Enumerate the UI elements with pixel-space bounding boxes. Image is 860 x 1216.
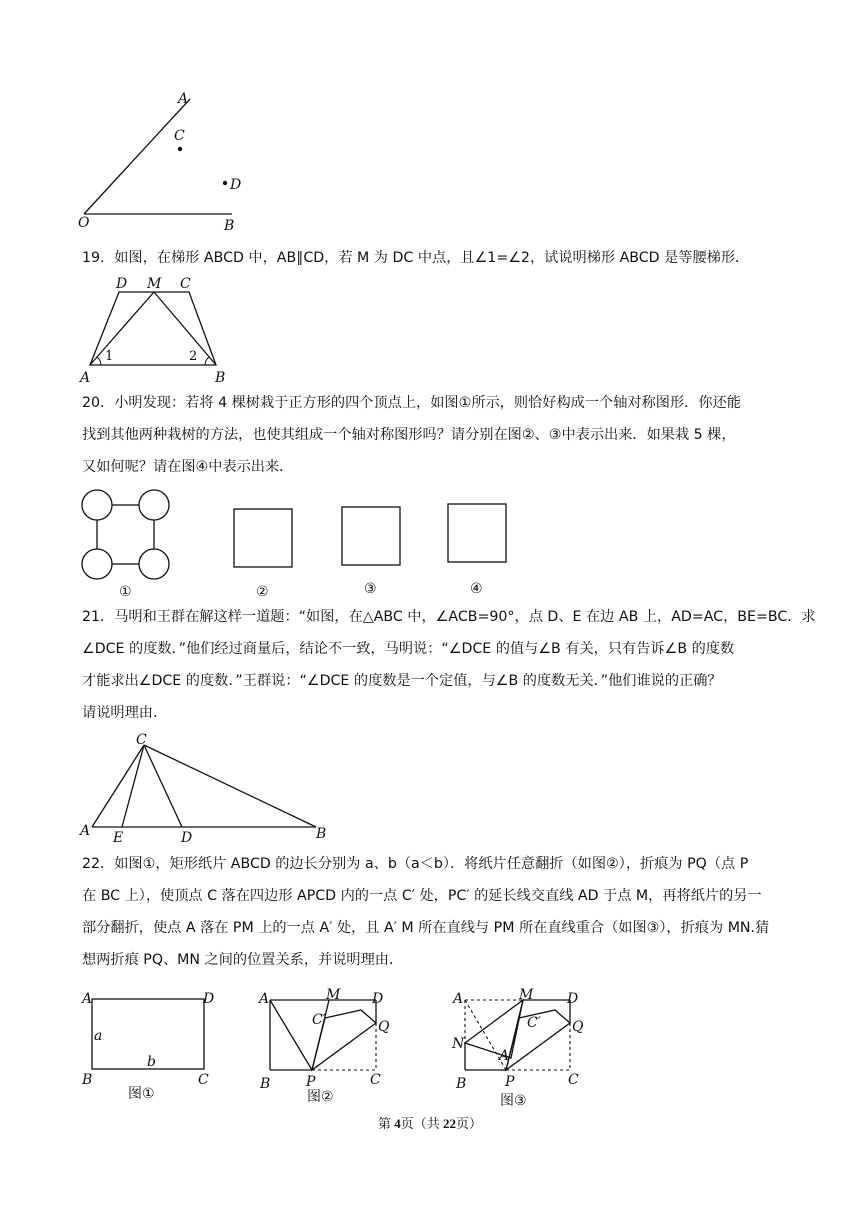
point-c bbox=[178, 147, 182, 151]
tree-circle bbox=[139, 490, 169, 520]
caption-fig-2: 图② bbox=[307, 1089, 334, 1105]
segment-am bbox=[90, 292, 154, 365]
label-b: B bbox=[215, 370, 226, 386]
footer-middle: 页（共 bbox=[400, 1116, 443, 1131]
label-d: D bbox=[230, 177, 242, 193]
label-c-prime: C′ bbox=[527, 1015, 541, 1031]
label-m: M bbox=[147, 276, 162, 292]
label-a: A bbox=[82, 991, 93, 1007]
label-b: B bbox=[224, 218, 235, 234]
question-20 bbox=[82, 387, 782, 483]
label-p: P bbox=[505, 1074, 515, 1090]
label-d: D bbox=[203, 991, 215, 1007]
question-22-line: 在 BC 上），使顶点 C 落在四边形 APCD 内的一点 C′ 处，PC′ 的延长线交直线 AD 于点 M，再将纸片的另一 bbox=[82, 888, 762, 904]
label-side-b: b bbox=[147, 1054, 156, 1070]
square-2 bbox=[234, 509, 292, 567]
tree-squares-figure bbox=[76, 486, 526, 601]
ray-oa bbox=[84, 99, 190, 214]
question-21 bbox=[82, 601, 816, 729]
label-d: D bbox=[372, 991, 384, 1007]
caption-fig-1: 图① bbox=[128, 1086, 155, 1102]
point-d bbox=[223, 181, 227, 185]
label-b: B bbox=[260, 1076, 271, 1092]
caption-1: ① bbox=[119, 584, 132, 600]
square-4 bbox=[448, 504, 506, 562]
label-n: N bbox=[452, 1036, 465, 1052]
question-21-line: 请说明理由． bbox=[82, 705, 168, 721]
label-a: A bbox=[80, 823, 91, 839]
segment-ce bbox=[122, 745, 144, 827]
trapezoid-figure bbox=[76, 272, 236, 384]
label-a: A bbox=[259, 991, 270, 1007]
label-m: M bbox=[519, 987, 534, 1003]
segment-ac bbox=[92, 745, 144, 827]
question-22-line: 想两折痕 PQ、MN 之间的位置关系，并说明理由． bbox=[82, 952, 404, 968]
label-c-prime: C′ bbox=[312, 1012, 326, 1028]
tree-circle bbox=[139, 549, 169, 579]
label-a: A bbox=[178, 91, 189, 107]
folding-figure bbox=[76, 985, 596, 1110]
label-side-a: a bbox=[94, 1028, 103, 1044]
angle-figure bbox=[70, 85, 260, 235]
label-b: B bbox=[456, 1076, 467, 1092]
question-21-line: 才能求出∠DCE 的度数．”王群说：“∠DCE 的度数是一个定值，与∠B 的度数无关．”他们谁说的正确？ bbox=[82, 673, 722, 689]
question-20-line: 20．小明发现：若将 4 棵树栽于正方形的四个顶点上，如图①所示，则恰好构成一个轴对称图形．你还能 bbox=[82, 395, 741, 411]
label-o: O bbox=[78, 215, 90, 231]
label-p: P bbox=[306, 1074, 316, 1090]
label-c: C bbox=[174, 128, 185, 144]
angle-1-arc bbox=[97, 357, 101, 365]
question-19-text: 19．如图，在梯形 ABCD 中，AB∥CD，若 M 为 DC 中点，且∠1=∠2，试说明梯形 ABCD 是等腰梯形． bbox=[82, 250, 750, 266]
label-d: D bbox=[116, 276, 128, 292]
angle-2-arc bbox=[205, 357, 209, 365]
label-q: Q bbox=[572, 1019, 584, 1035]
label-a: A bbox=[80, 370, 91, 386]
footer-page-number: 4 bbox=[394, 1116, 401, 1131]
question-22 bbox=[82, 848, 782, 976]
tree-circle bbox=[82, 490, 112, 520]
label-a-prime: A′ bbox=[499, 1048, 513, 1064]
triangle-figure bbox=[76, 730, 346, 846]
label-d: D bbox=[181, 830, 193, 846]
segment-bm bbox=[154, 292, 216, 365]
question-21-line: ∠DCE 的度数．”他们经过商量后，结论不一致，马明说：“∠DCE 的值与∠B 有关，只有告诉∠B 的度数 bbox=[82, 641, 735, 657]
label-b: B bbox=[82, 1072, 93, 1088]
footer-suffix: 页） bbox=[456, 1116, 483, 1131]
segment-bc bbox=[144, 745, 316, 827]
question-22-line: 22．如图①，矩形纸片 ABCD 的边长分别为 a、b（a＜b）．将纸片任意翻折（如图②），折痕为 PQ（点 P bbox=[82, 856, 749, 872]
label-e: E bbox=[113, 830, 124, 846]
label-m: M bbox=[326, 987, 341, 1003]
label-b: B bbox=[316, 826, 327, 842]
caption-fig-3: 图③ bbox=[500, 1093, 527, 1109]
question-22-line: 部分翻折，使点 A 落在 PM 上的一点 A′ 处，且 A′ M 所在直线与 PM 所在直线重合（如图③），折痕为 MN.猜 bbox=[82, 920, 770, 936]
footer-total-pages: 22 bbox=[443, 1116, 456, 1131]
question-19 bbox=[82, 242, 782, 274]
label-angle-1: 1 bbox=[105, 349, 114, 364]
label-c: C bbox=[568, 1072, 579, 1088]
label-c: C bbox=[180, 276, 191, 292]
square-3 bbox=[342, 507, 400, 565]
label-c: C bbox=[136, 732, 147, 748]
label-c: C bbox=[198, 1072, 209, 1088]
page-footer bbox=[0, 1113, 860, 1132]
rectangle-fig-3 bbox=[451, 987, 584, 1109]
rectangle-fig-1 bbox=[80, 991, 214, 1102]
question-21-line: 21．马明和王群在解这样一道题：“如图，在△ABC 中，∠ACB=90°，点 D、E 在边 AB 上，AD=AC，BE=BC．求 bbox=[82, 609, 816, 625]
caption-4: ④ bbox=[470, 581, 483, 597]
footer-prefix: 第 bbox=[377, 1116, 395, 1131]
label-d: D bbox=[567, 991, 579, 1007]
question-20-line: 找到其他两种栽树的方法，也使其组成一个轴对称图形吗？请分别在图②、③中表示出来．如果栽 5 棵， bbox=[82, 427, 736, 443]
segment-cd bbox=[144, 745, 182, 827]
label-c: C bbox=[370, 1072, 381, 1088]
rectangle-fig-2 bbox=[257, 987, 390, 1105]
caption-3: ③ bbox=[364, 581, 377, 597]
tree-circle bbox=[82, 549, 112, 579]
label-q: Q bbox=[378, 1019, 390, 1035]
question-20-line: 又如何呢？请在图④中表示出来． bbox=[82, 459, 294, 475]
label-angle-2: 2 bbox=[189, 349, 198, 364]
label-a: A bbox=[453, 991, 464, 1007]
caption-2: ② bbox=[256, 584, 269, 600]
